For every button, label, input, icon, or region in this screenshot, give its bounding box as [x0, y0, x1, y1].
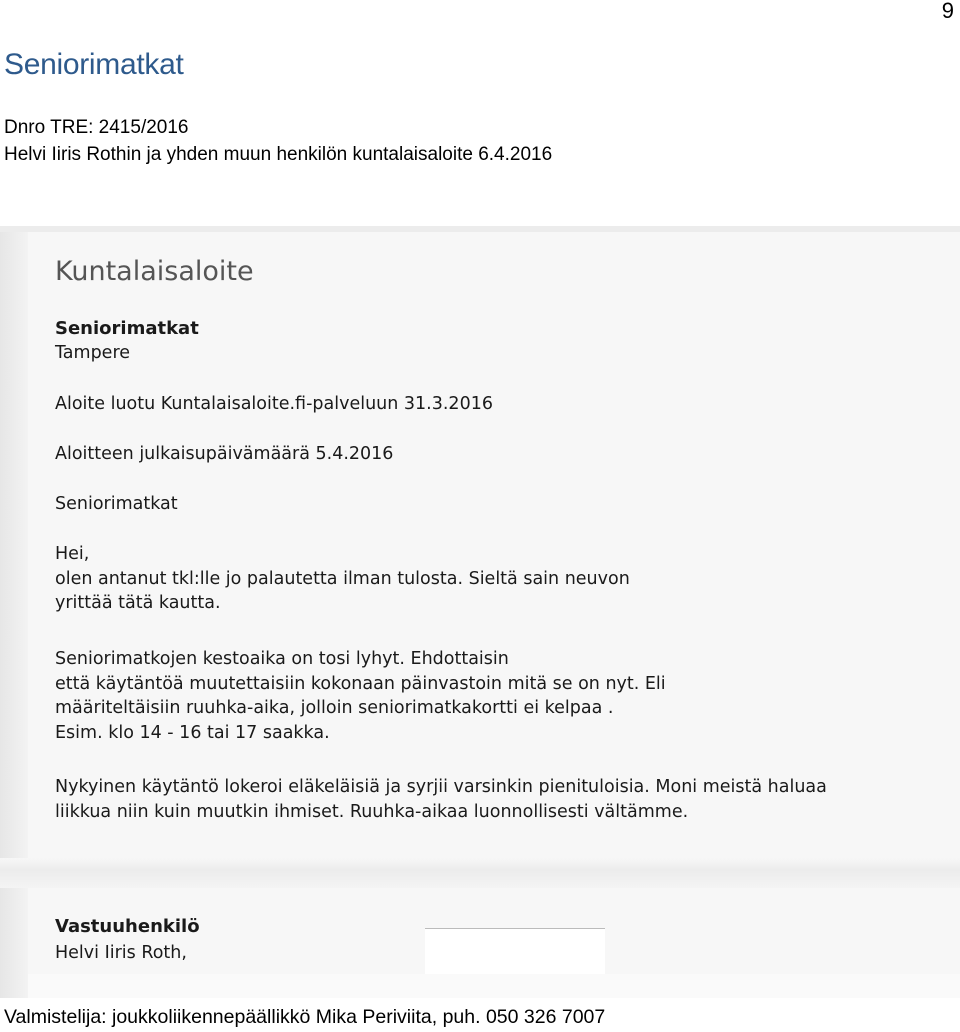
initiative-name: Seniorimatkat [55, 494, 178, 514]
preparer-footer: Valmistelija: joukkoliikennepäällikkö Mika Periviita, puh. 050 326 7007 [4, 1006, 606, 1028]
responsible-label: Vastuuhenkilö [55, 916, 200, 937]
scanned-initiative [0, 226, 960, 998]
text-line: liikkua niin kuin muutkin ihmiset. Ruuhka-aikaa luonnollisesti vältämme. [55, 801, 689, 822]
initiative-city: Tampere [55, 343, 131, 363]
page-number: 9 [941, 0, 954, 23]
text-line: määriteltäisiin ruuhka-aika, jolloin seniorimatkakortti ei kelpaa . [55, 698, 614, 718]
text-line: yrittää tätä kautta. [55, 593, 221, 613]
text-line: Seniorimatkojen kestoaika on tosi lyhyt. Ehdottaisin [55, 649, 509, 669]
redacted-area [425, 928, 605, 977]
initiative-title: Seniorimatkat [55, 318, 199, 339]
responsible-name: Helvi Iiris Roth, [55, 943, 187, 963]
initiative-paragraph-2 [55, 647, 666, 745]
scan-margin [28, 974, 960, 998]
document-subject: Helvi Iiris Rothin ja yhden muun henkilön kuntalaisaloite 6.4.2016 [4, 144, 553, 165]
text-line: Nykyinen käytäntö lokeroi eläkeläisiä ja syrjii varsinkin pienituloisia. Moni meistä haluaa [55, 777, 827, 797]
text-line: että käytäntöä muutettaisiin kokonaan päinvastoin mitä se on nyt. Eli [55, 673, 666, 694]
created-date: Aloite luotu Kuntalaisaloite.fi-palveluun 31.3.2016 [55, 394, 493, 414]
record-number: Dnro TRE: 2415/2016 [4, 117, 189, 138]
initiative-paragraph-3 [55, 775, 827, 824]
scan-edge-top [0, 226, 960, 232]
text-line: olen antanut tkl:lle jo palautetta ilman tulosta. Sieltä sain neuvon [55, 568, 630, 589]
scan-heading: Kuntalaisaloite [55, 256, 254, 287]
text-line: Hei, [55, 544, 90, 564]
text-line: Esim. klo 14 - 16 tai 17 saakka. [55, 722, 330, 743]
initiative-paragraph-1 [55, 542, 630, 616]
scan-fold [0, 858, 960, 888]
document-title: Seniorimatkat [4, 48, 184, 81]
published-date: Aloitteen julkaisupäivämäärä 5.4.2016 [55, 444, 394, 464]
